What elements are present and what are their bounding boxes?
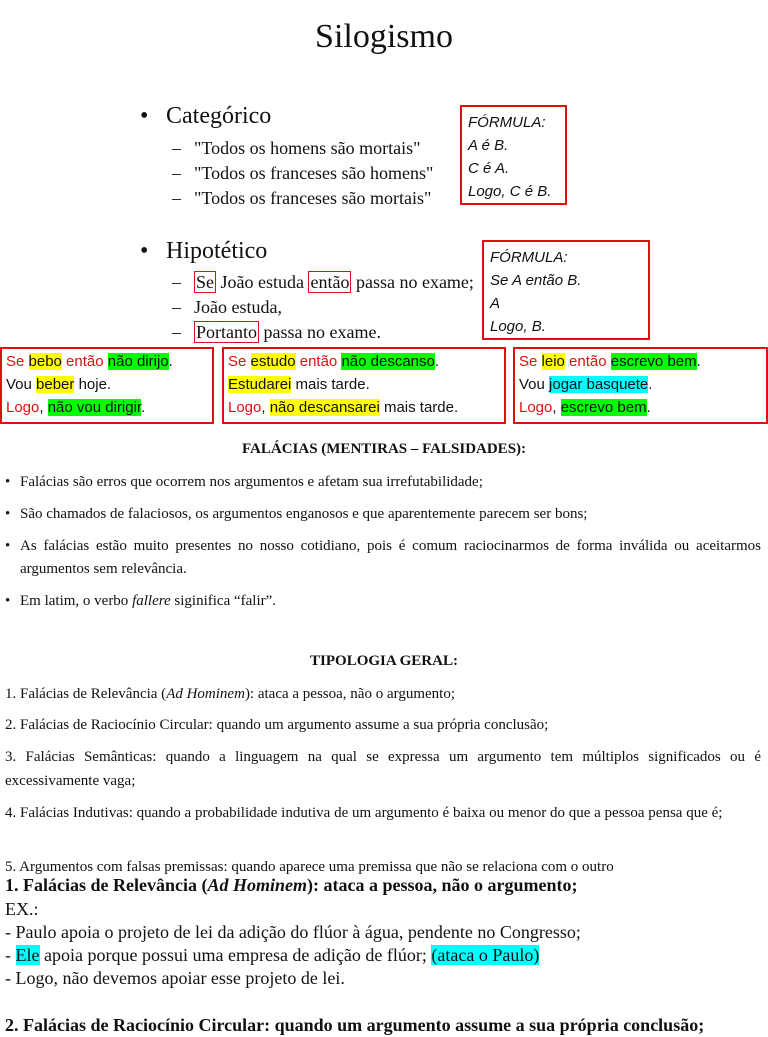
tipologia-item-5: 5. Argumentos com falsas premissas: quando aparece uma premissa que não se relaciona com o outro — [5, 859, 614, 875]
bullet-icon: • — [5, 593, 11, 609]
hipotetico-line: – Portanto passa no exame. — [172, 322, 381, 342]
formula-line: Logo, B. — [490, 318, 546, 335]
falacias-title: FALÁCIAS (MENTIRAS – FALSIDADES): — [241, 441, 527, 457]
exemplo1-line: - Logo, não devemos apoiar esse projeto de lei. — [5, 968, 345, 988]
next-section-clipped — [5, 1014, 765, 1035]
bullet-icon: • — [5, 538, 11, 554]
falacias-bullet: • São chamados de falaciosos, os argumentos enganosos e que aparentemente parecem ser bons; — [0, 503, 768, 526]
se-word: Se — [196, 272, 214, 292]
categorico-heading: • Categórico — [140, 103, 272, 129]
formula-line: Se A então B. — [490, 272, 582, 289]
hipotetico-lines — [172, 270, 474, 345]
example-line: Logo, não vou dirigir. — [6, 399, 146, 416]
formula-label: FÓRMULA: — [490, 249, 568, 266]
example-line: Se leio então escrevo bem. — [519, 353, 701, 370]
page-title: Silogismo — [315, 18, 453, 55]
tipologia-item-4: 4. Falácias Indutivas: quando a probabilidade indutiva de um argumento é baixa ou menor do que a pessoa pensa que é; — [5, 805, 723, 821]
tipologia-title: TIPOLOGIA GERAL: — [310, 653, 458, 669]
hipotetico-line: – Se João estuda então passa no exame; — [172, 272, 474, 292]
ataca-tag: (ataca o Paulo) — [431, 945, 540, 965]
example-line: Logo, não descansarei mais tarde. — [228, 399, 459, 416]
exemplo1-line: - Paulo apoia o projeto de lei da adição do flúor à água, pendente no Congresso; — [5, 922, 581, 942]
bullet-icon: • — [5, 474, 11, 490]
formula-line: Logo, C é B. — [468, 183, 552, 200]
tipologia-item-3: 3. Falácias Semânticas: quando a linguagem na qual se expressa um argumento tem múltiplos significados ou é excessivamente vaga; — [5, 749, 761, 789]
formula-line: C é A. — [468, 160, 510, 177]
categorico-formula-box — [460, 105, 567, 205]
example-line: Vou jogar basquete. — [519, 376, 653, 393]
falacias-bullet: • Falácias são erros que ocorrem nos argumentos e afetam sua irrefutabilidade; — [0, 471, 768, 494]
formula-line: A — [490, 295, 501, 312]
example-line: Vou beber hoje. — [6, 376, 112, 393]
ele-highlight: Ele — [15, 945, 40, 965]
example-box-2 — [222, 347, 506, 424]
tipologia-item-1: 1. Falácias de Relevância (Ad Hominem): ataca a pessoa, não o argumento; — [5, 686, 455, 702]
exemplo1-line: - Ele apoia porque possui uma empresa de adição de flúor; (ataca o Paulo) — [5, 945, 540, 965]
example-box-3 — [513, 347, 768, 424]
example-line: Estudarei mais tarde. — [228, 376, 370, 393]
formula-label: FÓRMULA: — [468, 114, 546, 131]
tipologia-item-5-clipped — [5, 852, 761, 875]
categorico-line: – "Todos os homens são mortais" — [172, 138, 421, 158]
hipotetico-formula-box — [482, 240, 650, 340]
example-line: Se estudo então não descanso. — [228, 353, 440, 370]
formula-line: A é B. — [468, 137, 509, 154]
exemplo1-ex-label: EX.: — [5, 899, 39, 919]
hipotetico-heading: • Hipotético — [140, 238, 268, 264]
tipologia-item-2: 2. Falácias de Raciocínio Circular: quando um argumento assume a sua própria conclusão; — [5, 717, 549, 733]
exemplo1-heading: 1. Falácias de Relevância (Ad Hominem): ataca a pessoa, não o argumento; — [5, 875, 578, 895]
entao-word: então — [310, 272, 350, 292]
categorico-line: – "Todos os franceses são homens" — [172, 163, 434, 183]
bullet-icon: • — [140, 103, 149, 129]
falacias-bullet: • Em latim, o verbo fallere siginifica “falir”. — [0, 590, 768, 613]
example-line: Se bebo então não dirijo. — [6, 353, 173, 370]
portanto-word: Portanto — [196, 322, 257, 342]
example-line: Logo, escrevo bem. — [519, 399, 651, 416]
bullet-icon: • — [5, 506, 11, 522]
falacias-bullet: • As falácias estão muito presentes no nosso cotidiano, pois é comum raciocinarmos de forma inválida ou aceitarmos argumentos sem relevância. — [0, 535, 768, 581]
hipotetico-line: – João estuda, — [172, 297, 282, 317]
categorico-lines — [172, 136, 433, 211]
categorico-line: – "Todos os franceses são mortais" — [172, 188, 432, 208]
example-box-1 — [0, 347, 214, 424]
next-section-heading: 2. Falácias de Raciocínio Circular: quando um argumento assume a sua própria conclusão; — [5, 1015, 705, 1035]
bullet-icon: • — [140, 238, 149, 264]
